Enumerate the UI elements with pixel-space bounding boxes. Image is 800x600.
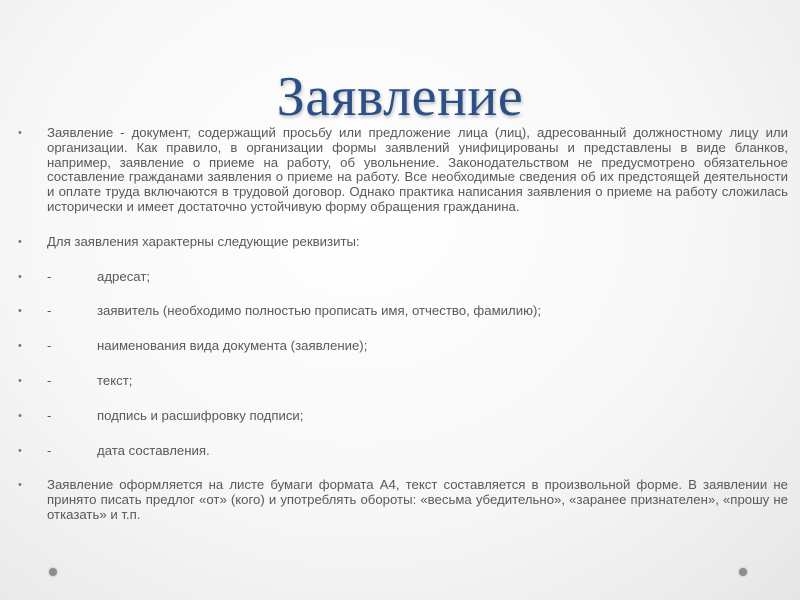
list-item xyxy=(18,126,788,215)
requisite-text: текст; xyxy=(97,372,133,388)
bullet-icon: • xyxy=(18,409,22,422)
requisites-intro: Для заявления характерны следующие реквизиты: xyxy=(47,233,360,249)
bullet-icon: • xyxy=(18,444,22,457)
paragraph-closing: Заявление оформляется на листе бумаги формата А4, текст составляется в произвольной форме. В заявлении не принято писать предлог «от» (кого) и употреблять обороты: «весьма убедительно», «заранее признателен», «прошу не отказать» и т.п. xyxy=(47,477,788,522)
list-item xyxy=(18,304,788,319)
list-item xyxy=(18,374,788,389)
slide-content xyxy=(18,126,788,523)
bullet-icon: • xyxy=(18,235,22,248)
requisite-text: заявитель (необходимо полностью прописать имя, отчество, фамилию); xyxy=(97,303,542,319)
decor-dot-left xyxy=(49,568,57,576)
slide-title: Заявление xyxy=(276,66,524,128)
dash-marker: - xyxy=(47,407,52,423)
requisite-text: адресат; xyxy=(97,268,151,284)
requisite-text: дата составления. xyxy=(97,442,210,458)
requisite-text: подпись и расшифровку подписи; xyxy=(97,407,304,423)
dash-marker: - xyxy=(47,303,52,319)
bullet-icon: • xyxy=(18,374,22,387)
bullet-icon: • xyxy=(18,127,22,139)
dash-marker: - xyxy=(47,338,52,354)
bullet-icon: • xyxy=(18,305,22,318)
list-item xyxy=(18,235,788,250)
dash-marker: - xyxy=(47,372,52,388)
bullet-icon: • xyxy=(18,340,22,353)
list-item xyxy=(18,409,788,424)
list-item xyxy=(18,444,788,459)
dash-marker: - xyxy=(47,442,52,458)
requisite-text: наименования вида документа (заявление); xyxy=(97,338,368,354)
list-item xyxy=(18,339,788,354)
list-item xyxy=(18,270,788,285)
bullet-icon: • xyxy=(18,479,22,492)
paragraph-intro: Заявление - документ, содержащий просьбу или предложение лица (лиц), адресованный должностному лицу или организации. Как правило, в организации формы заявлений унифицированы и представлены в виде бланков, например, заявление о приеме на работу, об увольнение. Законодательством не предусмотрено обязательное составление гражданами заявления о приеме на работу. Все необходимые сведения об их предстоящей деятельности и оплате труда включаются в трудовой договор. Однако практика написания заявления о приеме на работу сложилась исторически и имеет достаточно устойчивую форму обращения гражданина. xyxy=(47,125,788,214)
dash-marker: - xyxy=(47,268,52,284)
bullet-icon: • xyxy=(18,270,22,283)
decor-dot-right xyxy=(739,568,747,576)
list-item xyxy=(18,478,788,522)
